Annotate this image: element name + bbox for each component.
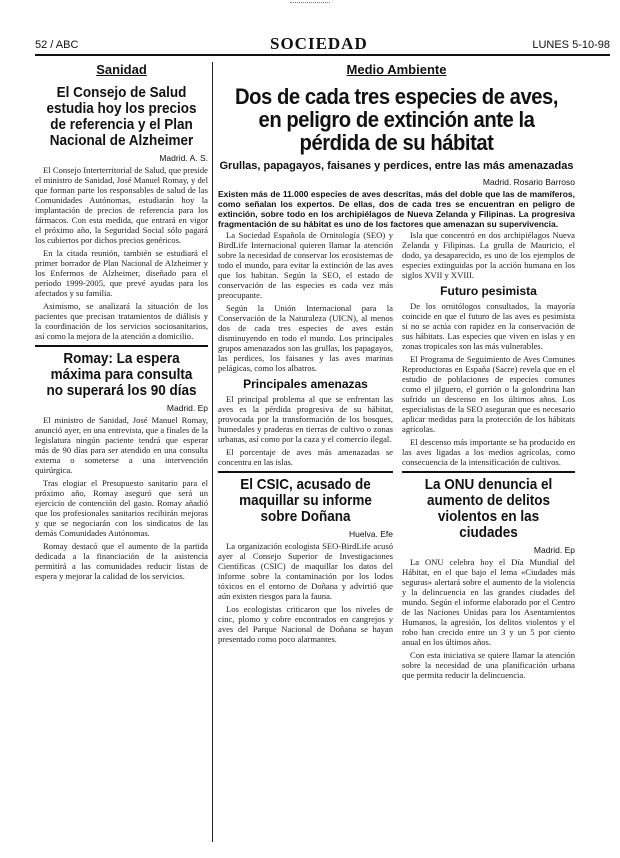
paragraph: El Programa de Seguimiento de Aves Comunes Reproductoras en España (Sacre) revela que en el estudio de poblaciones de especies comunes como el jilguero, el gorrión o la golondrina han sufrido un descenso en los últimos años. Los especialistas de la SEO aseguran que es necesario aplicar medidas para la protección de los hábitats agrícolas.	[402, 354, 575, 434]
headline-romay: Romay: La espera máxima para consulta no superará los 90 días	[46, 350, 197, 399]
paragraph: Tras elogiar el Presupuesto sanitario para el próximo año, Romay aseguró que será un ejercicio de contención del gasto. Romay añadió que los profesionales sanitarios recibirán mejoras y que se negociarán con los sindicatos de las demás Comunidades Autónomas.	[35, 478, 208, 538]
paragraph: Los ecologistas criticaron que los niveles de cinc, plomo y cobre encontrados en cangrejos y aves del Parque Nacional de Doñana se hayan presentado como poco alarmantes.	[218, 604, 393, 644]
paragraph: Con esta iniciativa se quiere llamar la atención sobre la necesidad de una planificación urbana que permita reducir la delincuencia.	[402, 650, 575, 680]
byline: Madrid. Ep	[533, 545, 575, 555]
subheading-amenazas: Principales amenazas	[243, 377, 368, 391]
main-subhead: Grullas, papagayos, faisanes y perdices, entre las más amenazadas	[219, 160, 574, 172]
paragraph: El Consejo Interterritorial de Salud, que preside el ministro de Sanidad, José Manuel Romay, y del que forman parte los responsables de salud de las Comunidades Autónomas, estudiarán hoy la implantación de precios de referencia para los fármacos. Con esta medida, que entrará en vigor el próximo año, la Seguridad Social sólo pagará los cubiertos por dichos precios genéricos.	[35, 165, 208, 245]
left-column	[35, 62, 208, 584]
main-story-head	[218, 62, 575, 233]
main-lede: Existen más de 11.000 especies de aves descritas, más del doble que las de mamíferos, como señalan los expertos. De ellas, dos de cada tres se encuentran en peligro de extinción, sobre todo en los archipiélagos de Nueva Zelanda y Filipinas. La progresiva fragmentación de su hábitat es uno de los factores que amenazan su supervivencia.	[218, 189, 575, 229]
paragraph: El descenso más importante se ha producido en las aves ligadas a los medios agrícolas, como consecuencia de la intensificación de cultivos.	[402, 437, 575, 467]
paragraph: El porcentaje de aves más amenazadas se concentra en las islas.	[218, 447, 393, 467]
top-rule	[290, 2, 330, 3]
headline-csic: El CSIC, acusado de maquillar su informe sobre Doñana	[239, 476, 372, 525]
page-header	[35, 36, 610, 56]
paragraph: La Sociedad Española de Ornitología (SEO) y BirdLife Internacional quieren llamar la atención sobre la necesidad de conservar los ecosistemas de todo el mundo, para evitar la extinción de las aves que los habitan. Según la SEO, el estado de conservación de las especies es cada vez más preocupante.	[218, 230, 393, 300]
byline: Madrid. A. S.	[159, 153, 208, 163]
paragraph: Romay destacó que el aumento de la partida dedicada a la financiación de la asistencia permitirá a las comunidades reducir listas de espera y mejorar la calidad de los servicios.	[35, 541, 208, 581]
paragraph: Según la Unión Internacional para la Conservación de la Naturaleza (UICN), al menos dos de cada tres especies de aves están disminuyendo en todo el mundo. Los principales grupos amenazados son las grullas, los papagayos, las perdices, los faisanes y las aves marinas pelágicas, como los albatros.	[218, 303, 393, 373]
paragraph: Isla que concentró en dos archipiélagos Nueva Zelanda y Filipinas. La grulla de Mauricio, el dodo, ya desaparecido, es uno de los ejemplos de especies extinguidas por la acción humana en los siglos XVII y XVIII.	[402, 230, 575, 280]
middle-column	[218, 230, 393, 647]
section-title: SOCIEDAD	[270, 34, 368, 53]
paragraph: La organización ecologista SEO-BirdLife acusó ayer al Consejo Superior de Investigaciones Científicas (CSIC) de maquillar los datos del informe sobre la contaminación por los lodos tóxicos en el entorno de Doñana y advirtió que aún existen riesgos para la fauna.	[218, 541, 393, 601]
issue-date: LUNES 5-10-98	[532, 39, 610, 51]
byline: Madrid. Rosario Barroso	[482, 177, 575, 187]
byline: Huelva. Efe	[349, 529, 393, 539]
headline-consejo-salud: El Consejo de Salud estudia hoy los precios de referencia y el Plan Nacional de Alzheimer	[46, 84, 197, 149]
paragraph: Asimismo, se analizará la situación de los pacientes que precisan tratamientos de diálisis y la coordinación de los servicios sociosanitarios, así como la mejora de la atención a domicilio.	[35, 301, 208, 341]
page-number: 52 / ABC	[35, 39, 79, 51]
paragraph: El principal problema al que se enfrentan las aves es la pérdida progresiva de su hábitat, provocada por la transformación de los bosques, humedales y praderas en tierras de cultivo o zonas urbanas, así como por la caza y el comercio ilegal.	[218, 394, 393, 444]
section-tag-sanidad: Sanidad	[96, 62, 147, 77]
paragraph: De los ornitólogos consultados, la mayoría coincide en que el futuro de las aves es pesimista si no se actúa con rapidez en la conservación de sus hábitats. Las especies que viven en islas y en zonas tropicales son las más vulnerables.	[402, 301, 575, 351]
headline-onu: La ONU denuncia el aumento de delitos violentos en las ciudades	[424, 476, 553, 541]
subheading-futuro: Futuro pesimista	[440, 284, 537, 298]
main-headline: Dos de cada tres especies de aves, en peligro de extinción ante la pérdida de su hábitat	[234, 84, 559, 155]
paragraph: En la citada reunión, también se estudiará el primer borrador de Plan Nacional de Alzheimer y los Enfermos de Alzheimer, diseñado para el período 1999-2005, que prevé ayudas para los afectados y su familia.	[35, 248, 208, 298]
column-divider	[212, 62, 213, 842]
byline: Madrid. Ep	[166, 403, 208, 413]
right-column	[402, 230, 575, 683]
section-tag-medio-ambiente: Medio Ambiente	[346, 62, 447, 77]
paragraph: La ONU celebra hoy el Día Mundial del Hábitat, en el que bajo el lema «Ciudades más seguras» alertará sobre el aumento de la violencia y la delincuencia en las grandes ciudades del mundo. Según el informe elaborado por el Centro de las Naciones Unidas para los Asentamientos Humanos, la agresión, los delitos violentos y el robo han crecido entre un 3 y un 5 por ciento anual en los últimos años.	[402, 557, 575, 647]
paragraph: El ministro de Sanidad, José Manuel Romay, anunció ayer, en una entrevista, que a finales de la legislatura ningún paciente tendrá que esperar más de 90 días para ser atendido en una consulta externa o someterse a una intervención quirúrgica.	[35, 415, 208, 475]
